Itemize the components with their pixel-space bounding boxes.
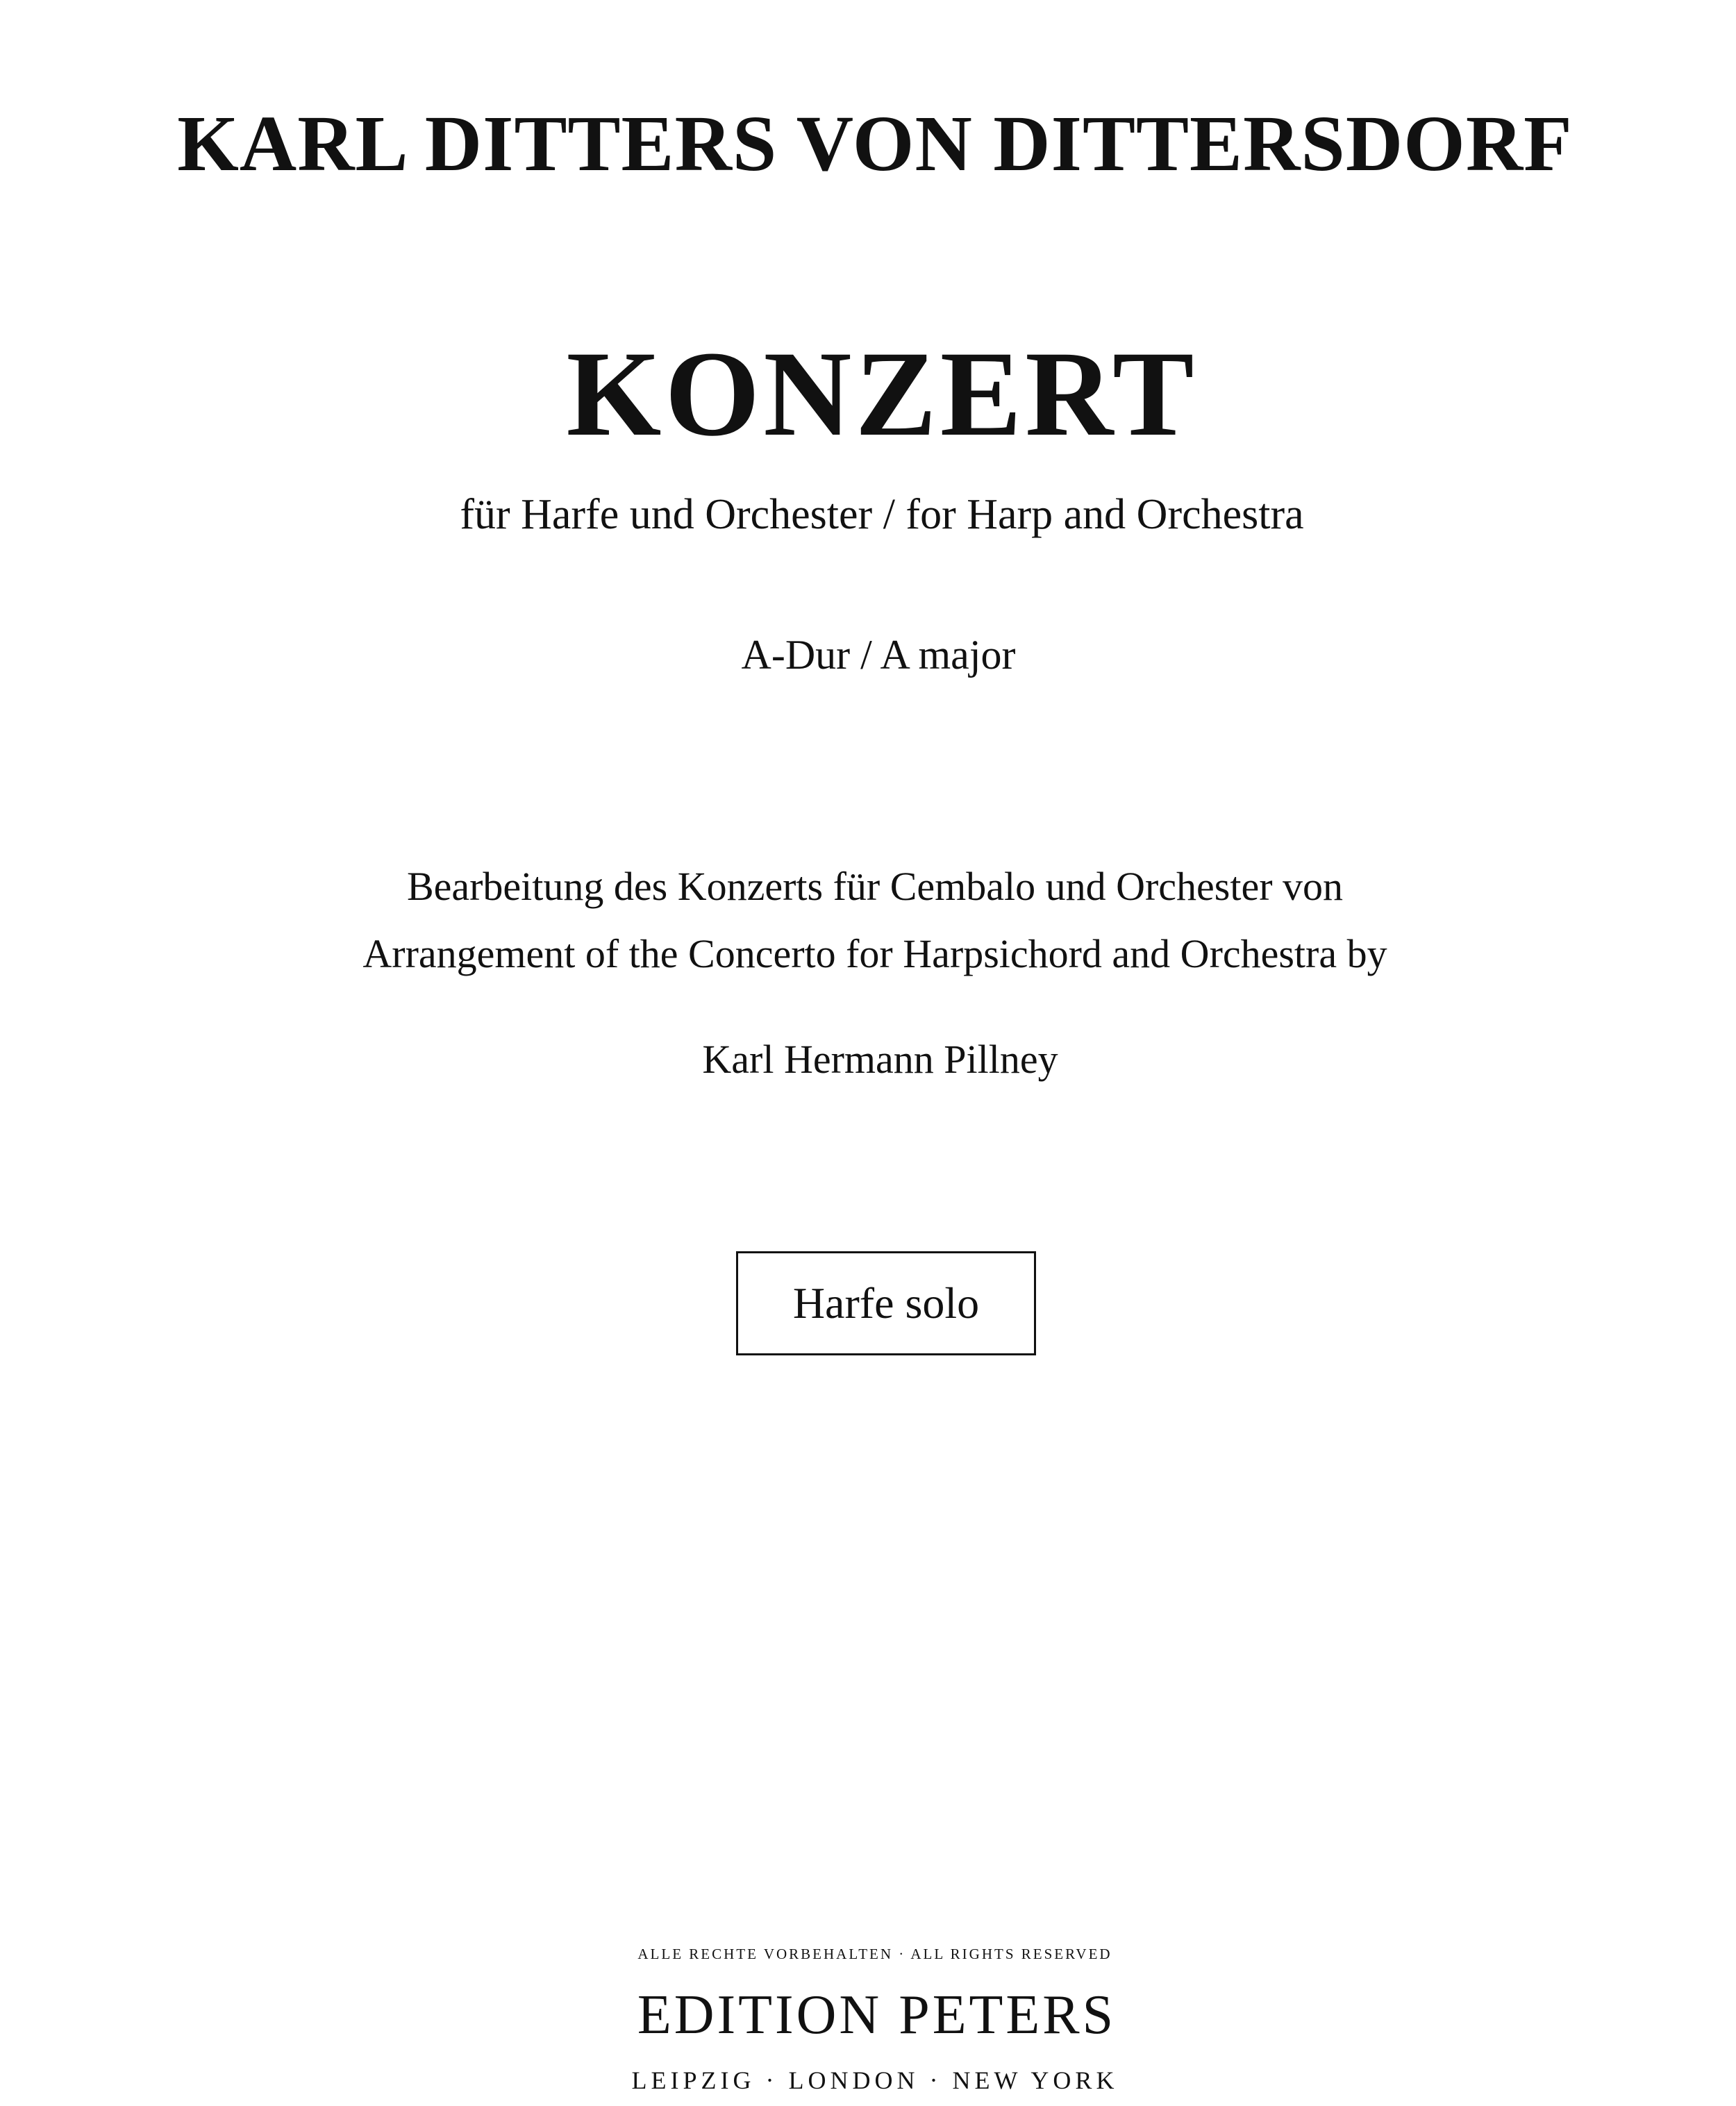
arrangement-note-german: Bearbeitung des Konzerts für Cembalo und Orchester von	[406, 864, 1344, 909]
rights-notice: ALLE RECHTE VORBEHALTEN · ALL RIGHTS RESERVED	[637, 1946, 1112, 1962]
publisher-cities: LEIPZIG · LONDON · NEW YORK	[631, 2066, 1119, 2094]
key-signature: A-Dur / A major	[741, 632, 1016, 678]
arranger-name: Karl Hermann Pillney	[702, 1037, 1058, 1082]
instrumentation-subtitle: für Harfe und Orchester / for Harp and Orchestra	[460, 491, 1304, 538]
publisher-name: EDITION PETERS	[637, 1984, 1117, 2046]
arrangement-note-english: Arrangement of the Concerto for Harpsichord and Orchestra by	[362, 931, 1387, 976]
composer-name: KARL DITTERS VON DITTERSDORF	[177, 99, 1573, 187]
part-label: Harfe solo	[792, 1278, 980, 1328]
part-label-box	[736, 1251, 1036, 1355]
work-title: KONZERT	[566, 326, 1198, 462]
